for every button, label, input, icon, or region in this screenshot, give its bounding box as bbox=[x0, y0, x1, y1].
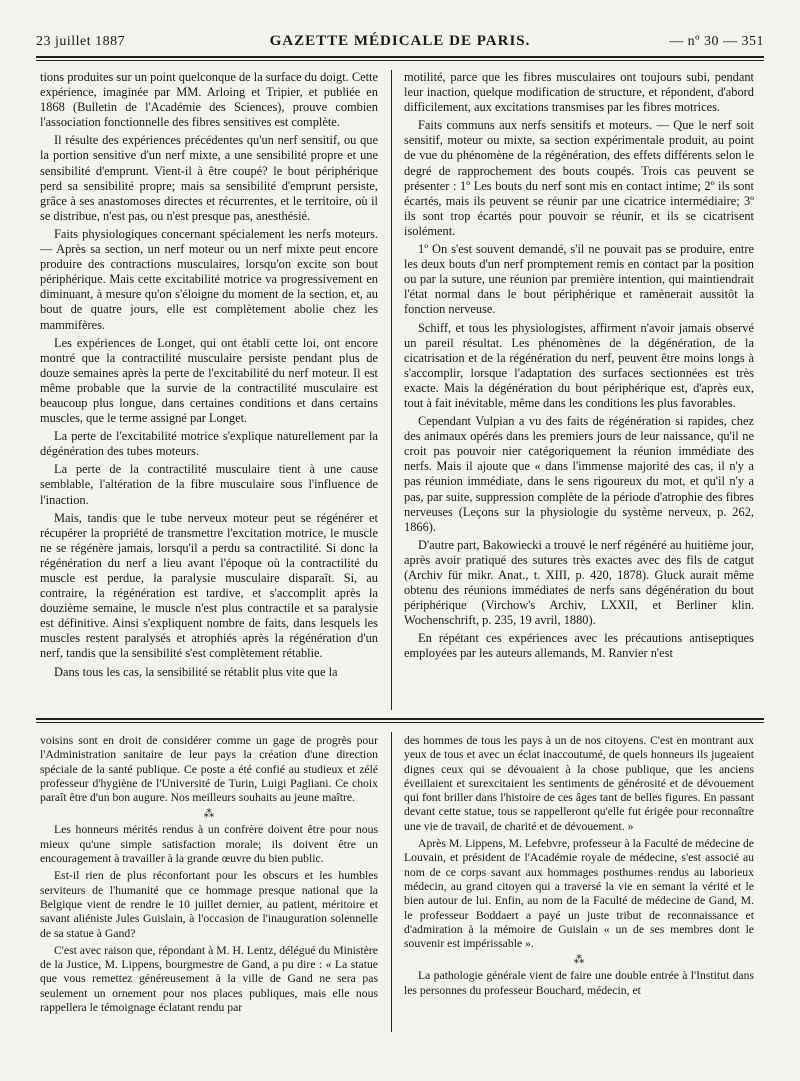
paragraph: motilité, parce que les fibres musculaires ont toujours subi, pendant leur inaction, quelque modification de structure, et répondent, d'abord difficilement, aux excitations transmises par les fibres motrices. bbox=[404, 70, 754, 115]
paragraph: Est-il rien de plus réconfortant pour les obscurs et les humbles serviteurs de l'humanité que ce hommage presque national que la Belgique vient de rendre le 10 juillet dernier, au patient, méritoire et savant aliéniste Jules Guislain, à l'occasion de l'inauguration solennelle de sa statue à Gand? bbox=[40, 869, 378, 940]
page-header bbox=[36, 30, 764, 52]
column-divider-lower bbox=[391, 732, 392, 1032]
section-divider-rule bbox=[36, 718, 764, 720]
paragraph: Faits communs aux nerfs sensitifs et moteurs. — Que le nerf soit sensitif, moteur ou mixte, sa section expérimentale produit, au point de vue du phénomène de la régénération, des effets différents selon le degré de rapprochement des bouts coupés. Trois cas peuvent se présenter : 1º Les bouts du nerf sont mis en contact intime; 2º ils sont écartés, mais ils peuvent se réunir par une cicatrice intermédiaire; 3º ils sont trop écartés pour pouvoir se réunir, et ils se cicatrisent isolément. bbox=[404, 118, 754, 238]
upper-left-column bbox=[40, 70, 378, 710]
paragraph: des hommes de tous les pays à un de nos citoyens. C'est en montrant aux yeux de tous et avec un éclat inaccoutumé, de quels honneurs ils jugeaient dignes ceux qui se dévouaient à la chose publique, que les anciens éveillaient et surexcitaient les sentiments de générosité et de dévouement qui font briller dans l'histoire de ces âges tant de belles figures. En passant devant cette statue, tous se rappelleront qu'elle fut érigée pour reconnaître une vie de travail, de charité et de dévouement. » bbox=[404, 734, 754, 833]
header-date: 23 juillet 1887 bbox=[36, 34, 126, 49]
paragraph: La pathologie générale vient de faire une double entrée à l'Institut dans les personnes du professeur Bouchard, médecin, et bbox=[404, 969, 754, 997]
paragraph: C'est avec raison que, répondant à M. H. Lentz, délégué du Ministère de la Justice, M. Lippens, bourgmestre de Gand, a pu dire : « La statue que vous remettez généreusement à la ville de Gand ne sera pas seulement un ornement pour nos places publiques, mais elle nous rappellera le témoignage éclatant rendu par bbox=[40, 943, 378, 1015]
paragraph: 1º On s'est souvent demandé, s'il ne pouvait pas se produire, entre les deux bouts d'un nerf promptement remis en contact par la position ou par la suture, une réunion par première intention, qui maintiendrait l'état normal dans le bout périphérique et ramènerait aussitôt la fonction nerveuse. bbox=[404, 242, 754, 317]
column-divider-upper bbox=[391, 70, 392, 710]
paragraph: Les expériences de Longet, qui ont établi cette loi, ont encore montré que la contractilité musculaire persiste pendant plus de douze semaines après la perte de l'excitabilité du nerf moteur. Il est même probable que la survie de la contractilité musculaire est beaucoup plus longue, dans certaines conditions et dans certains muscles, que le terme assigné par Longet. bbox=[40, 335, 378, 426]
header-rule bbox=[36, 56, 764, 58]
paragraph: La perte de la contractilité musculaire tient à une cause semblable, l'altération de la fibre musculaire sous l'influence de l'inaction. bbox=[40, 462, 378, 507]
upper-right-column bbox=[404, 70, 754, 710]
paragraph: Après M. Lippens, M. Lefebvre, professeur à la Faculté de médecine de Louvain, et président de l'Académie royale de médecine, s'est associé au nom de ce corps savant aux hommages posthumes rendus au laborieux médecin, au grand citoyen qui a traversé la vie en semant la vérité et le bien autour de lui. Enfin, au nom de la Faculté de médecine de Gand, M. le professeur Boddaert a payé un juste tribut de reconnaissance et d'admiration à la mémoire de Guislain « un de ses membres dont le souvenir est impérissable ». bbox=[404, 837, 754, 951]
header-title: GAZETTE MÉDICALE DE PARIS. bbox=[269, 33, 531, 49]
lower-left-column bbox=[40, 734, 378, 1034]
paragraph: Il résulte des expériences précédentes qu'un nerf sensitif, ou que la portion sensitive d'un nerf mixte, a une sensibilité propre et une sensibilité d'emprunt. Vient-il à être coupé? le bout périphérique perd sa sensibilité propre; mais sa sensibilité d'emprunt persiste, grâce à ses anastomoses directes et récurrentes, et le territoire, où il se distribue, n'est pas, ou n'est presque pas, anesthésié. bbox=[40, 133, 378, 223]
paragraph: Schiff, et tous les physiologistes, affirment n'avoir jamais observé un pareil résultat. Les phénomènes de la dégénération, de la cicatrisation et de la régénération du nerf, peuvent être moins longs à s'accomplir, lorsque l'adaptation des surfaces sectionnées est très exacte. Mais la dégénération du bout périphérique est, d'après eux, tout à fait inévitable, même dans les conditions les plus favorables. bbox=[404, 320, 754, 410]
paragraph: La perte de l'excitabilité motrice s'explique naturellement par la dégénération des tubes moteurs. bbox=[40, 429, 378, 459]
header-rule-thin bbox=[36, 60, 764, 61]
paragraph: Faits physiologiques concernant spécialement les nerfs moteurs. — Après sa section, un nerf moteur ou un nerf mixte peut encore produire des contractions musculaires, lorsqu'on excite son bout périphérique. Mais cette excitabilité motrice va progressivement en diminuant, à mesure qu'on s'éloigne du moment de la section, et, au bout de quatre jours, elle est complètement abolie chez les mammifères. bbox=[40, 226, 378, 332]
paragraph: D'autre part, Bakowiecki a trouvé le nerf régénéré au huitième jour, après avoir pratiqué des sutures très exactes avec des fils de catgut (Archiv für mikr. Anat., t. XIII, p. 420, 1878). Gluck aurait même obtenu des réunions immédiates de nerfs sans dégénération du bout périphérique (Virchow's Archiv, LXXII, et Berliner klin. Wochenschrift, p. 235, 19 avril, 1880). bbox=[404, 537, 754, 628]
paragraph: tions produites sur un point quelconque de la surface du doigt. Cette expérience, imaginée par MM. Arloing et Tripier, et publiée en 1868 (Bulletin de l'Académie des Sciences), prouve combien l'association fonctionnelle des fibres sensitives est complète. bbox=[40, 70, 378, 130]
paragraph: Dans tous les cas, la sensibilité se rétablit plus vite que la bbox=[54, 664, 338, 679]
paragraph: Cependant Vulpian a vu des faits de régénération si rapides, chez des animaux opérés dans les premiers jours de leur naissance, qu'il ne croit pas pouvoir nier catégoriquement la réunion immédiate des nerfs. Mais il ajoute que « dans l'immense majorité des cas, il n'y a pas réunion immédiate, dans le sens rigoureux du mot, et qu'il n'y a pas, par suite, suppression complète de la période d'atrophie des fibres nerveuses (Leçons sur la physiologie du système nerveux, p. 262, 1866). bbox=[404, 414, 754, 534]
lower-right-column bbox=[404, 734, 754, 1034]
paragraph: En répétant ces expériences avec les précautions antiseptiques employées par les auteurs allemands, M. Ranvier n'est bbox=[404, 631, 754, 661]
asterism-separator: ⁂ bbox=[573, 954, 585, 967]
paragraph: Mais, tandis que le tube nerveux moteur peut se régénérer et récupérer la propriété de transmettre l'excitation motrice, le muscle ne se régénère jamais, lorsqu'il a perdu sa contractilité. Si donc la régénération du nerf a lieu avant l'époque où la contractilité du muscle est perdue, la paralysie musculaire disparaît. Si, au contraire, la régénération est tardive, et s'accomplit après la douzième semaine, le muscle n'est plus contractile et sa paralysie est définitive. Ainsi s'expliquent nombre de faits, dans lesquels les muscles restent paralysés et atrophiés après la régénération d'un nerf, tandis que la sensibilité s'est complètement rétablie. bbox=[40, 510, 378, 661]
paragraph: Les honneurs mérités rendus à un confrère doivent être pour nous mieux qu'une simple satisfaction morale; ils doivent être un encouragement à travailler à la grande œuvre du bien public. bbox=[40, 823, 378, 866]
section-divider-rule-thin bbox=[36, 722, 764, 723]
paragraph: voisins sont en droit de considérer comme un gage de progrès pour l'Administration sanitaire de leur pays la création d'une direction spéciale de la santé publique. Ce poste a été confié au studieux et zélé professeur d'hygiène de l'Université de Turin, Luigi Pagliani. Ce choix paraît être d'un bon augure. Nos meilleurs souhaits au jeune maître. bbox=[40, 734, 378, 805]
header-page-number: — nº 30 — 351 bbox=[669, 34, 764, 49]
asterism-separator: ⁂ bbox=[203, 808, 215, 821]
